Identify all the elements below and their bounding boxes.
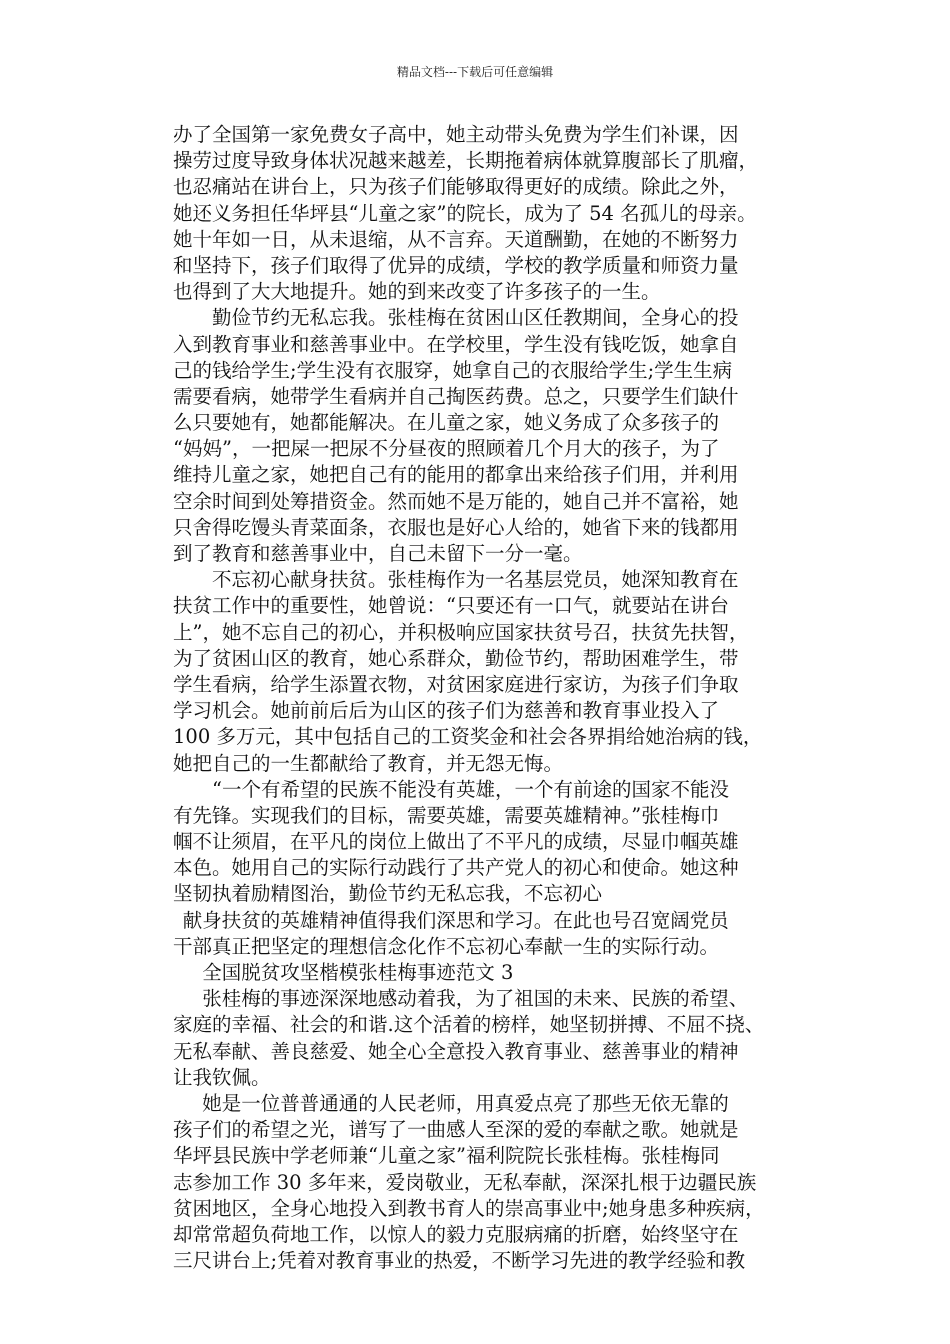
page-header: 精品文档---下载后可任意编辑 <box>396 65 554 79</box>
text-line: 100 多万元，其中包括自己的工资奖金和社会各界捐给她治病的钱， <box>173 725 763 749</box>
text-line: 张桂梅的事迹深深地感动着我，为了祖国的未来、民族的希望、 <box>202 987 749 1011</box>
text-line: 她把自己的一生都献给了教育，并无怨无悔。 <box>173 751 564 775</box>
text-line: 和坚持下，孩子们取得了优异的成绩，学校的教学质量和师资力量 <box>173 253 739 277</box>
text-line: “一个有希望的民族不能没有英雄，一个有前途的国家不能没 <box>212 777 729 801</box>
text-line: 也得到了大大地提升。她的到来改变了许多孩子的一生。 <box>173 280 661 304</box>
text-line: 入到教育事业和慈善事业中。在学校里，学生没有钱吃饭，她拿自 <box>173 332 739 356</box>
text-line: 无私奉献、善良慈爱、她全心全意投入教育事业、慈善事业的精神 <box>173 1039 739 1063</box>
text-line: 只舍得吃馒头青菜面条，衣服也是好心人给的，她省下来的钱都用 <box>173 515 739 539</box>
text-line: 志参加工作 30 多年来，爱岗敬业，无私奉献，深深扎根于边疆民族 <box>173 1170 757 1194</box>
text-line: 她十年如一日，从未退缩，从不言弃。天道酬勤，在她的不断努力 <box>173 227 739 251</box>
text-line: “妈妈”，一把屎一把尿不分昼夜的照顾着几个月大的孩子，为了 <box>173 437 720 461</box>
text-line: 贫困地区，全身心地投入到教书育人的崇高事业中;她身患多种疾病， <box>173 1196 765 1220</box>
text-line: 上”，她不忘自己的初心，并积极响应国家扶贫号召，扶贫先扶智， <box>173 620 749 644</box>
text-line: 为了贫困山区的教育，她心系群众，勤俭节约，帮助困难学生，带 <box>173 646 739 670</box>
text-line: 她还义务担任华坪县“儿童之家”的院长，成为了 54 名孤儿的母亲。 <box>173 201 757 225</box>
text-line: 勤俭节约无私忘我。张桂梅在贫困山区任教期间，全身心的投 <box>212 306 739 330</box>
text-line: 全国脱贫攻坚楷模张桂梅事迹范文 3 <box>202 961 514 984</box>
text-line: 本色。她用自己的实际行动践行了共产党人的初心和使命。她这种 <box>173 856 739 880</box>
text-line: 操劳过度导致身体状况越来越差，长期拖着病体就算腹部长了肌瘤， <box>173 149 759 173</box>
text-line: 孩子们的希望之光，谱写了一曲感人至深的爱的奉献之歌。她就是 <box>173 1118 739 1142</box>
text-line: 干部真正把坚定的理想信念化作不忘初心奉献一生的实际行动。 <box>173 934 720 958</box>
text-line: 学生看病，给学生添置衣物，对贫困家庭进行家访，为孩子们争取 <box>173 672 739 696</box>
text-line: 扶贫工作中的重要性，她曾说：“只要还有一口气，就要站在讲台 <box>173 594 729 618</box>
text-line: 让我钦佩。 <box>173 1065 271 1089</box>
text-line: 帼不让须眉，在平凡的岗位上做出了不平凡的成绩，尽显巾帼英雄 <box>173 830 739 854</box>
text-line: 空余时间到处筹措资金。然而她不是万能的，她自己并不富裕，她 <box>173 489 739 513</box>
text-line: 却常常超负荷地工作，以惊人的毅力克服病痛的折磨，始终坚守在 <box>173 1222 739 1246</box>
text-line: 么只要她有，她都能解决。在儿童之家，她义务成了众多孩子的 <box>173 411 720 435</box>
text-line: 不忘初心献身扶贫。张桂梅作为一名基层党员，她深知教育在 <box>212 568 739 592</box>
text-line: 她是一位普普通通的人民老师，用真爱点亮了那些无依无靠的 <box>202 1091 729 1115</box>
text-line: 己的钱给学生;学生没有衣服穿，她拿自己的衣服给学生;学生生病 <box>173 358 733 382</box>
text-line: 坚韧执着励精图治，勤俭节约无私忘我，不忘初心 <box>173 882 603 906</box>
text-line: 三尺讲台上;凭着对教育事业的热爱，不断学习先进的教学经验和教 <box>173 1249 746 1273</box>
text-line: 学习机会。她前前后后为山区的孩子们为慈善和教育事业投入了 <box>173 699 720 723</box>
text-line: 需要看病，她带学生看病并自己掏医药费。总之，只要学生们缺什 <box>173 384 739 408</box>
text-line: 也忍痛站在讲台上，只为孩子们能够取得更好的成绩。除此之外， <box>173 175 739 199</box>
document-body <box>173 122 825 1274</box>
text-line: 办了全国第一家免费女子高中，她主动带头免费为学生们补课，因 <box>173 123 739 146</box>
text-line: 到了教育和慈善事业中，自己未留下一分一毫。 <box>173 542 583 565</box>
text-line: 献身扶贫的英雄精神值得我们深思和学习。在此也号召宽阔党员 <box>182 908 729 932</box>
text-line: 有先锋。实现我们的目标，需要英雄，需要英雄精神。”张桂梅巾 <box>173 803 720 827</box>
text-line: 维持儿童之家，她把自己有的能用的都拿出来给孩子们用，并利用 <box>173 463 739 487</box>
text-line: 华坪县民族中学老师兼“儿童之家”福利院院长张桂梅。张桂梅同 <box>173 1144 720 1168</box>
text-line: 家庭的幸福、社会的和谐.这个活着的榜样，她坚韧拼搏、不屈不挠、 <box>173 1013 765 1037</box>
